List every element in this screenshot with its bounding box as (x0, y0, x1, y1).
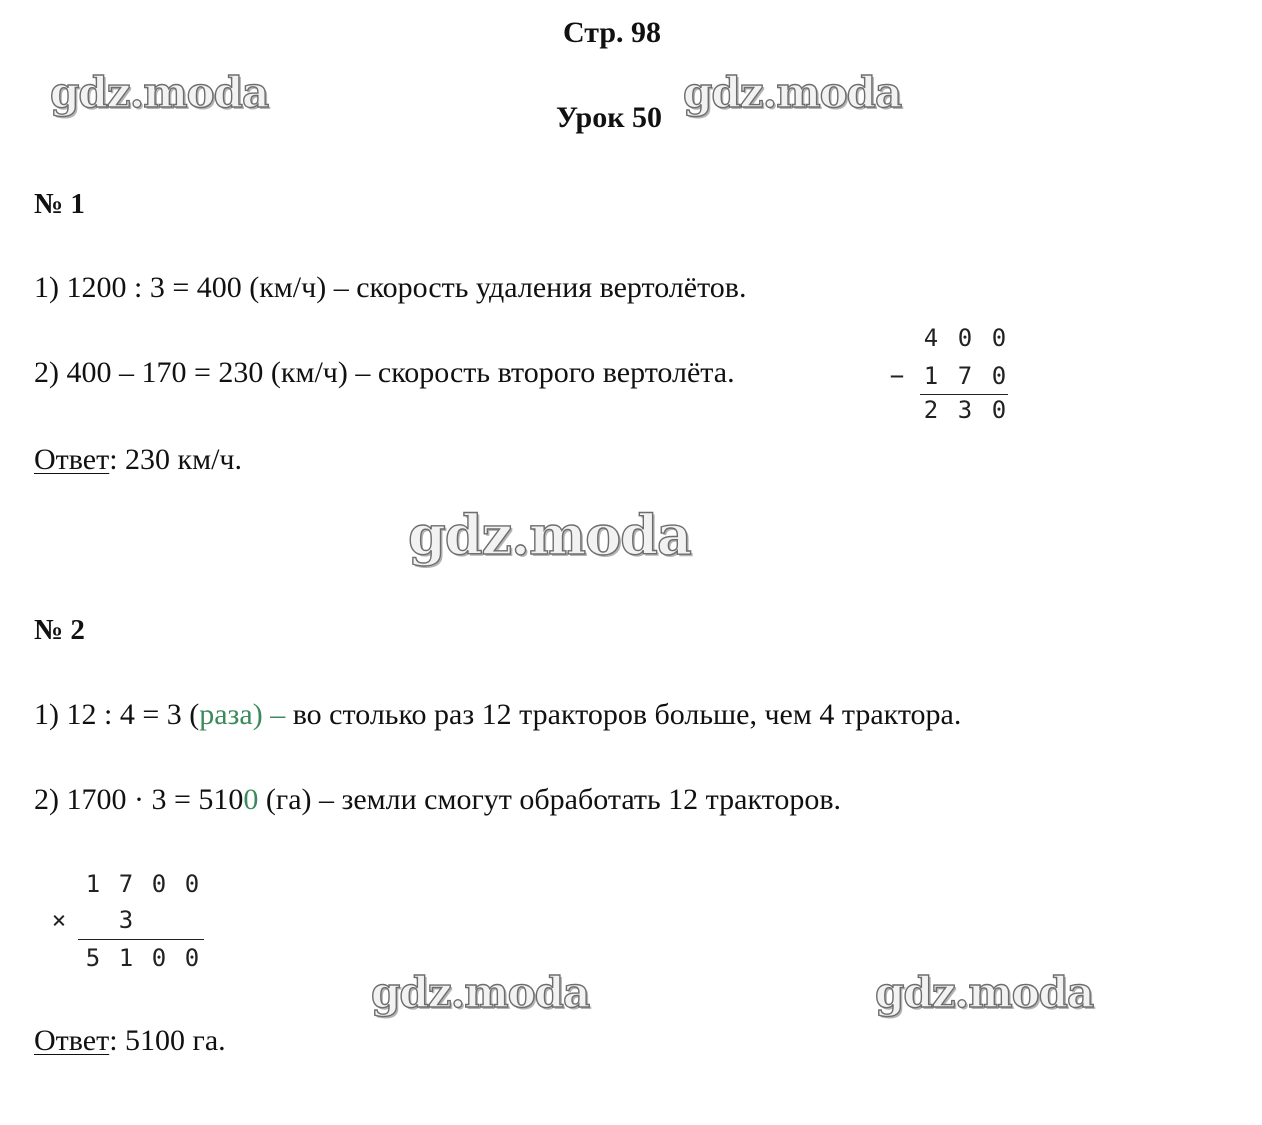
digit: 0 (957, 324, 973, 352)
solution-step: 2) 400 – 170 = 230 (км/ч) – скорость второго вертолёта. (34, 356, 735, 389)
column-subtraction (880, 322, 1020, 432)
task-number: № 1 (34, 188, 85, 220)
watermark: gdz.moda (371, 968, 590, 1017)
watermark: gdz.moda (683, 68, 902, 117)
digit: 1 (85, 870, 101, 898)
operator-minus: − (889, 362, 905, 390)
digit: 0 (991, 362, 1007, 390)
digit: 0 (991, 396, 1007, 424)
digit: 1 (923, 362, 939, 390)
digit: 0 (151, 870, 167, 898)
digit: 7 (957, 362, 973, 390)
sum-line (920, 394, 1008, 395)
digit: 0 (151, 944, 167, 972)
digit: 3 (957, 396, 973, 424)
digit: 2 (923, 396, 939, 424)
digit: 0 (991, 324, 1007, 352)
solution-step: 1) 1200 : 3 = 400 (км/ч) – скорость удаления вертолётов. (34, 271, 747, 304)
column-multiplication (40, 868, 220, 978)
digit: 7 (118, 870, 134, 898)
operator-times: × (51, 906, 67, 934)
watermark: gdz.moda (50, 68, 269, 117)
answer-label: Ответ (34, 1024, 110, 1057)
answer-label: Ответ (34, 443, 110, 476)
solution-step: 2) 1700 · 3 = 5100 (га) – земли смогут обработать 12 тракторов. (34, 783, 842, 816)
lesson-title: Урок 50 (556, 101, 663, 134)
digit: 1 (118, 944, 134, 972)
watermark: gdz.moda (408, 503, 691, 567)
answer-value: : 230 км/ч. (109, 443, 243, 476)
digit: 0 (184, 944, 200, 972)
answer (34, 1024, 226, 1058)
task-number: № 2 (34, 614, 85, 646)
product-line (78, 939, 204, 940)
solution-step: 1) 12 : 4 = 3 (раза) – во столько раз 12 тракторов больше, чем 4 трактора. (34, 698, 962, 731)
digit: 5 (85, 944, 101, 972)
answer (34, 443, 242, 477)
page-number: Стр. 98 (563, 16, 662, 49)
answer-value: : 5100 га. (109, 1024, 226, 1057)
digit: 0 (184, 870, 200, 898)
watermark: gdz.moda (875, 968, 1094, 1017)
digit: 3 (118, 906, 134, 934)
digit: 4 (923, 324, 939, 352)
